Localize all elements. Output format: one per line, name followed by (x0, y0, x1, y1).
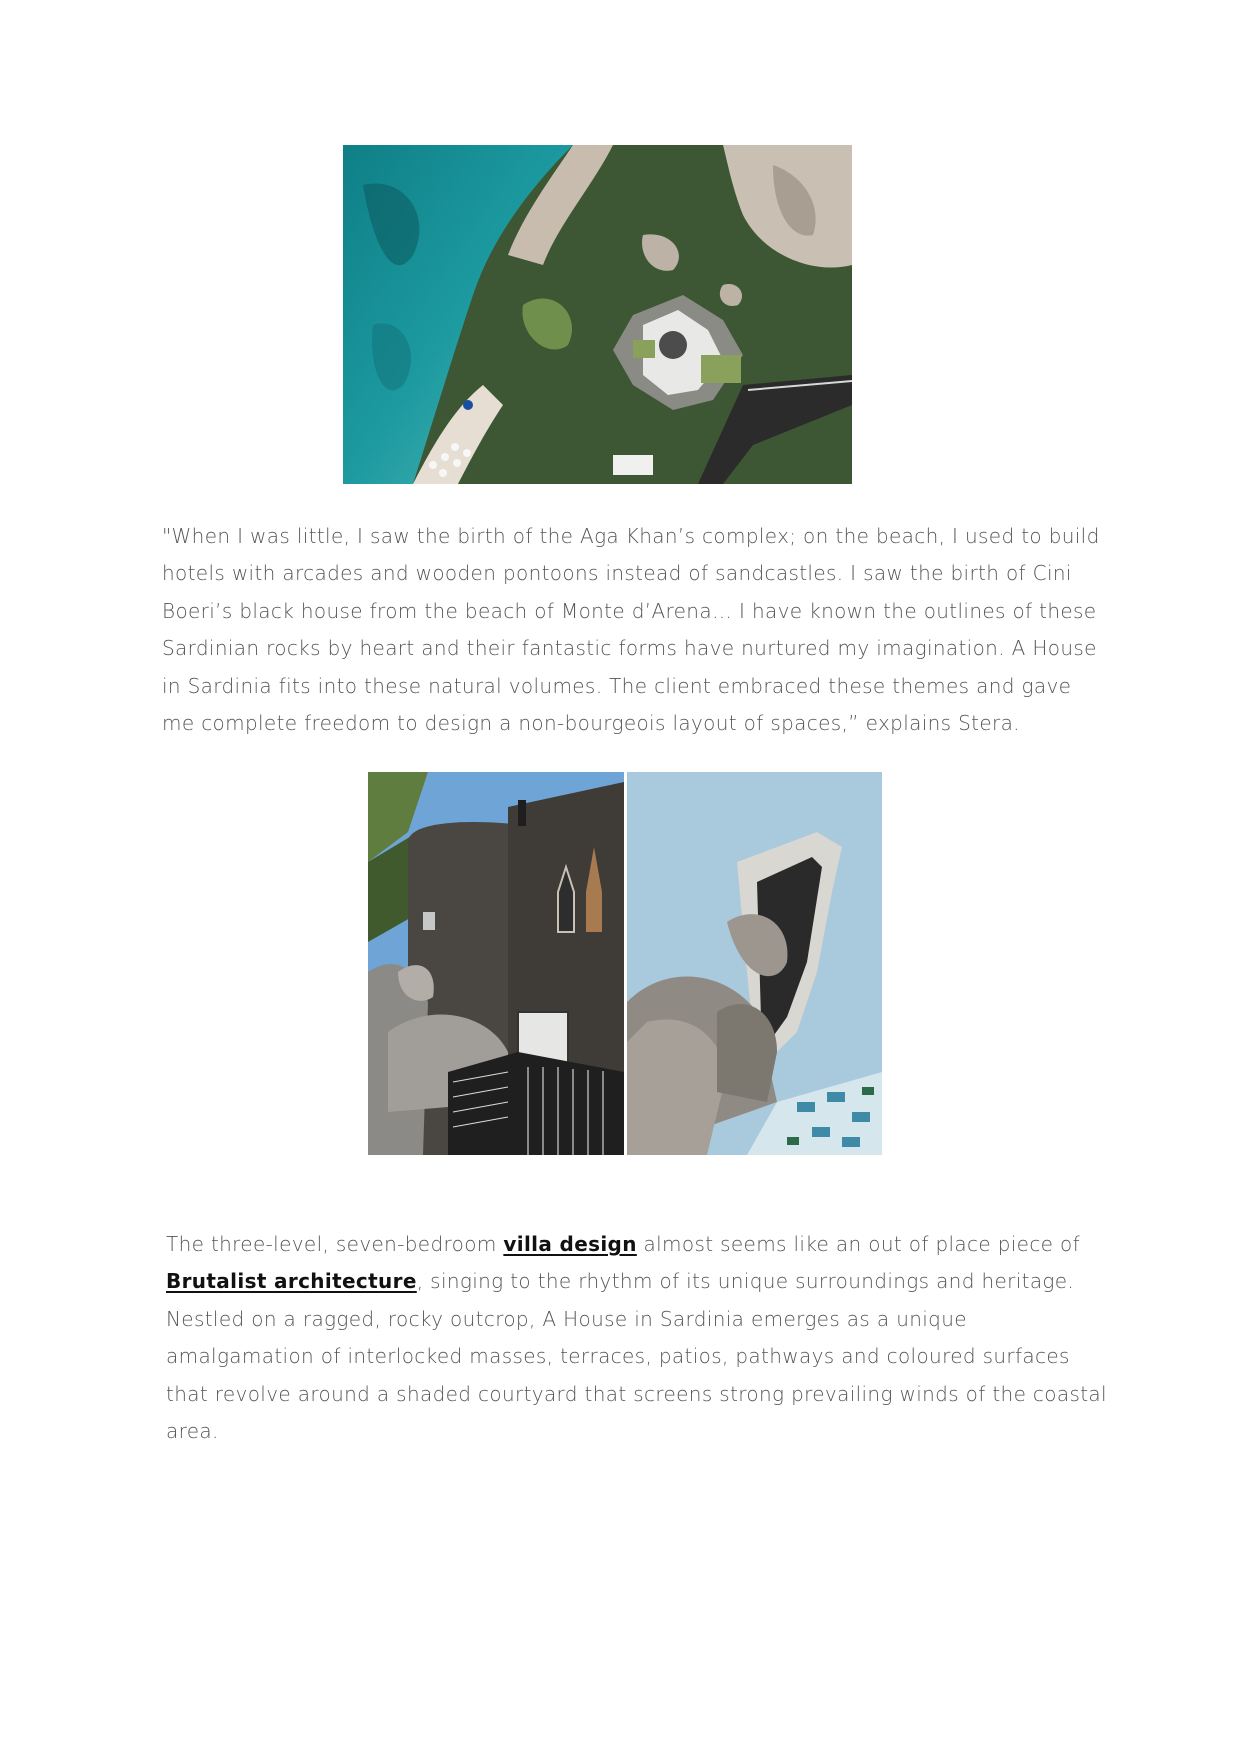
brutalist-architecture-link[interactable]: Brutalist architecture (166, 1269, 417, 1294)
quote-line: Sardinian rocks by heart and their fantastic forms have nurtured my imagination. A House (162, 636, 1097, 661)
quote-line: hotels with arcades and wooden pontoons instead of sandcastles. I saw the birth of Cini (162, 561, 1072, 586)
body-line-4: amalgamation of interlocked masses, terraces, patios, pathways and coloured surfaces (166, 1344, 1070, 1369)
quote-line: me complete freedom to design a non-bourgeois layout of spaces,” explains Stera. (162, 711, 1020, 736)
rock-interior-icon (627, 772, 882, 1155)
body-line-3: Nestled on a ragged, rocky outcrop, A House in Sardinia emerges as a unique (166, 1306, 967, 1331)
quote-line: in Sardinia fits into these natural volumes. The client embraced these themes and gave (162, 673, 1072, 698)
body-line-5: that revolve around a shaded courtyard that screens strong prevailing winds of the coastal (166, 1381, 1107, 1406)
body-line-6: area. (166, 1419, 219, 1444)
body-text: , singing to the rhythm of its unique surroundings and heritage. (416, 1269, 1075, 1294)
body-text: The three-level, seven-bedroom (166, 1232, 504, 1256)
body-line-2 (166, 1263, 1106, 1300)
aerial-coast-icon (343, 145, 852, 484)
rock-interior-photo (627, 772, 882, 1155)
quote-line: Boeri’s black house from the beach of Monte d’Arena… I have known the outlines of these (162, 598, 1097, 623)
body-paragraph (166, 1226, 1106, 1450)
house-facade-photo (368, 772, 624, 1155)
villa-design-link[interactable]: villa design (503, 1232, 637, 1256)
body-line-1 (166, 1226, 1106, 1263)
aerial-coast-photo (343, 145, 852, 484)
quote-paragraph (162, 518, 1102, 742)
body-text: almost seems like an out of place piece of (636, 1232, 1081, 1256)
quote-line: "When I was little, I saw the birth of the Aga Khan’s complex; on the beach, I used to build (162, 524, 1100, 548)
house-facade-icon (368, 772, 624, 1155)
